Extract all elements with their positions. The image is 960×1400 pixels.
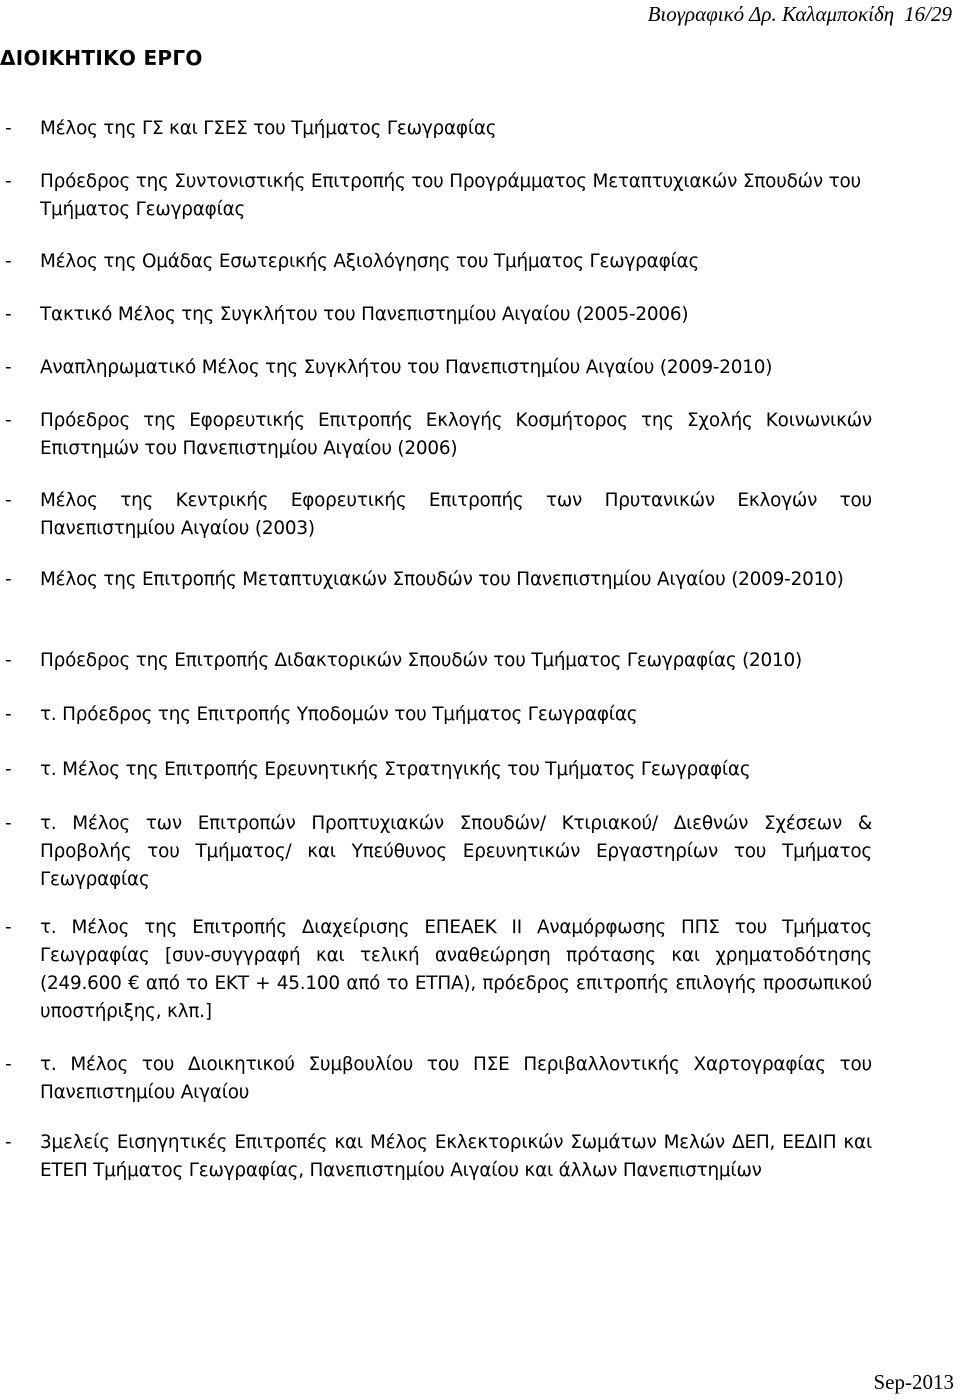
list-item-text: 3μελείς Εισηγητικές Επιτροπές και Μέλος Εκλεκτορικών Σωμάτων Μελών ΔΕΠ, ΕΕΔΙΠ και ΕΤΕΠ Τμήματος Γεωγραφίας, Πανεπιστημίου Αιγαίου και άλλων Πανεπιστημίων bbox=[40, 1132, 872, 1181]
list-item bbox=[0, 914, 872, 1026]
list-item bbox=[0, 115, 872, 143]
page-number: 16/29 bbox=[904, 2, 952, 26]
list-item-text: Πρόεδρος της Επιτροπής Διδακτορικών Σπουδών του Τμήματος Γεωγραφίας (2010) bbox=[40, 650, 803, 671]
list-item bbox=[0, 701, 872, 729]
list-item bbox=[0, 354, 872, 382]
bullet-dash: - bbox=[5, 490, 12, 511]
list-item-text: Μέλος της Ομάδας Εσωτερικής Αξιολόγησης του Τμήματος Γεωγραφίας bbox=[40, 251, 700, 272]
section-title: ΔΙΟΙΚΗΤΙΚΟ ΕΡΓΟ bbox=[0, 46, 203, 70]
list-item bbox=[0, 756, 872, 784]
list-item-text: Μέλος της ΓΣ και ΓΣΕΣ του Τμήματος Γεωγραφίας bbox=[40, 118, 497, 139]
list-item-text: τ. Μέλος του Διοικητικού Συμβουλίου του ΠΣΕ Περιβαλλοντικής Χαρτογραφίας του Πανεπιστημίου Αιγαίου bbox=[40, 1054, 872, 1103]
bullet-dash: - bbox=[5, 813, 12, 834]
document-title: Βιογραφικό Δρ. Καλαμποκίδη bbox=[647, 2, 895, 26]
list-item-text: Μέλος της Επιτροπής Μεταπτυχιακών Σπουδών του Πανεπιστημίου Αιγαίου (2009-2010) bbox=[40, 569, 844, 590]
list-item-text: Πρόεδρος της Εφορευτικής Επιτροπής Εκλογής Κοσμήτορος της Σχολής Κοινωνικών Επιστημών του Πανεπιστημίου Αιγαίου (2006) bbox=[40, 410, 872, 459]
bullet-dash: - bbox=[5, 118, 12, 139]
list-item bbox=[0, 301, 872, 329]
bullet-dash: - bbox=[5, 704, 12, 725]
list-item-text: τ. Πρόεδρος της Επιτροπής Υποδομών του Τμήματος Γεωγραφίας bbox=[40, 704, 638, 725]
bullet-dash: - bbox=[5, 759, 12, 780]
bullet-dash: - bbox=[5, 1054, 12, 1075]
bullet-dash: - bbox=[5, 357, 12, 378]
list-item-text: Πρόεδρος της Συντονιστικής Επιτροπής του Προγράμματος Μεταπτυχιακών Σπουδών του Τμήματος Γεωγραφίας bbox=[40, 171, 861, 220]
list-item bbox=[0, 566, 872, 594]
list-item-text: Τακτικό Μέλος της Συγκλήτου του Πανεπιστημίου Αιγαίου (2005-2006) bbox=[40, 304, 689, 325]
list-item bbox=[0, 407, 872, 463]
list-item bbox=[0, 168, 872, 224]
bullet-dash: - bbox=[5, 917, 12, 938]
list-item bbox=[0, 1051, 872, 1107]
list-item bbox=[0, 248, 872, 276]
list-item bbox=[0, 810, 872, 894]
list-item-text: τ. Μέλος της Επιτροπής Ερευνητικής Στρατηγικής του Τμήματος Γεωγραφίας bbox=[40, 759, 751, 780]
bullet-dash: - bbox=[5, 569, 12, 590]
bullet-dash: - bbox=[5, 410, 12, 431]
page-header bbox=[648, 0, 952, 28]
list-item bbox=[0, 647, 872, 675]
list-item-text: Μέλος της Κεντρικής Εφορευτικής Επιτροπής των Πρυτανικών Εκλογών του Πανεπιστημίου Αιγαίου (2003) bbox=[40, 490, 872, 539]
bullet-dash: - bbox=[5, 650, 12, 671]
list-item bbox=[0, 487, 872, 543]
list-item bbox=[0, 1129, 872, 1185]
footer-date: Sep-2013 bbox=[873, 1370, 954, 1394]
bullet-dash: - bbox=[5, 1132, 12, 1153]
list-item-text: τ. Μέλος των Επιτροπών Προπτυχιακών Σπουδών/ Κτιριακού/ Διεθνών Σχέσεων & Προβολής του Τμήματος/ και Υπεύθυνος Ερευνητικών Εργαστηρίων του Τμήματος Γεωγραφίας bbox=[40, 813, 872, 890]
bullet-dash: - bbox=[5, 251, 12, 272]
list-item-text: Αναπληρωματικό Μέλος της Συγκλήτου του Πανεπιστημίου Αιγαίου (2009-2010) bbox=[40, 357, 773, 378]
bullet-dash: - bbox=[5, 171, 12, 192]
list-item-text: τ. Μέλος της Επιτροπής Διαχείρισης ΕΠΕΑΕΚ ΙΙ Αναμόρφωσης ΠΠΣ του Τμήματος Γεωγραφίας [συν-συγγραφή και τελική αναθεώρηση πρότασης και χρηματοδότησης (249.600 € από το ΕΚΤ + 45.100 από το ΕΤΠΑ), πρόεδρος επιτροπής επιλογής προσωπικού υποστήριξης, κλπ.] bbox=[40, 917, 872, 1022]
bullet-dash: - bbox=[5, 304, 12, 325]
